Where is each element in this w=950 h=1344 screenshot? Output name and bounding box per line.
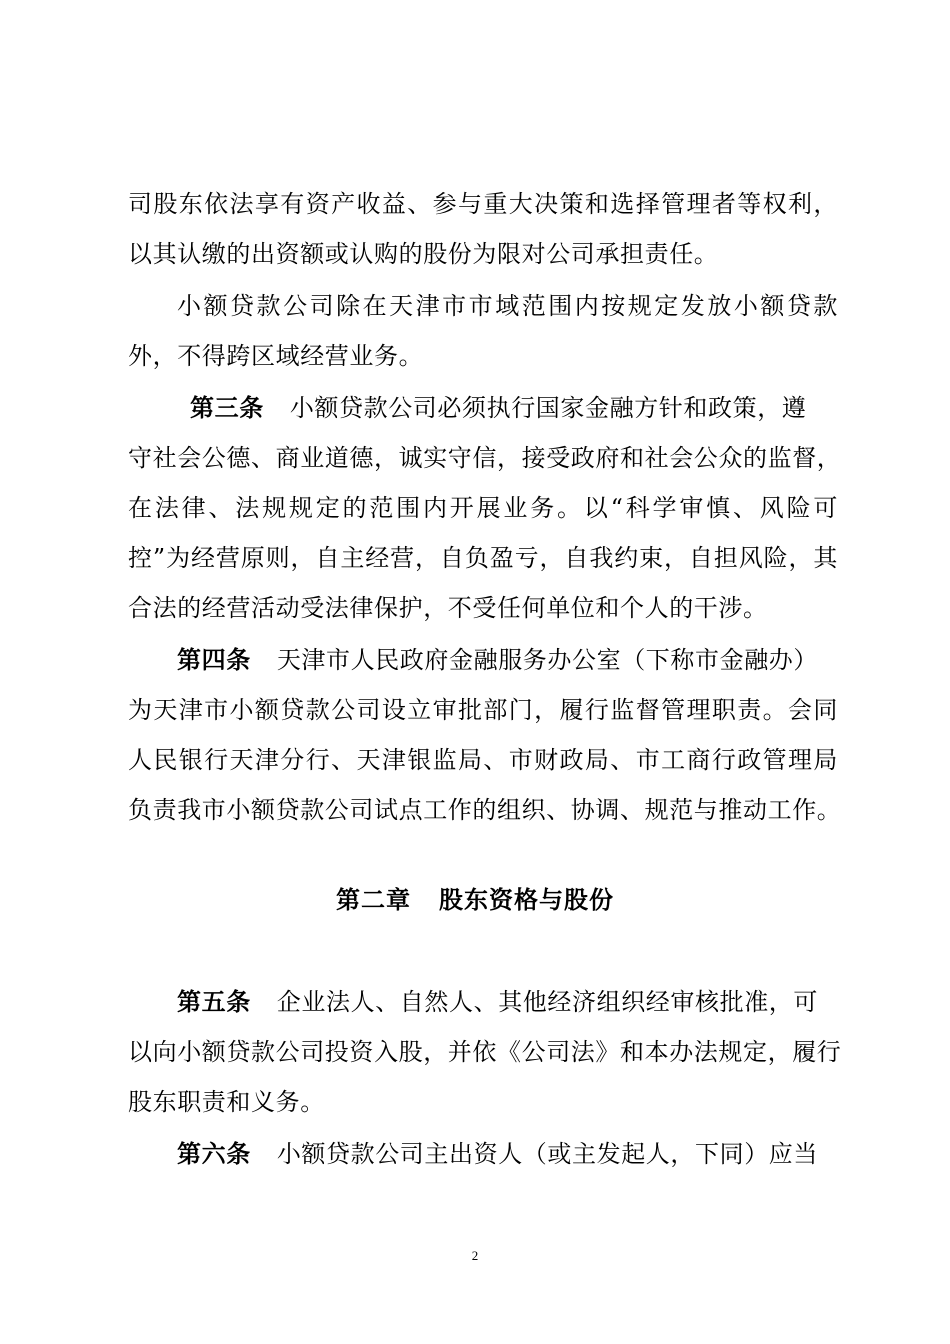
paragraph-line: 合法的经营活动受法律保护，不受任何单位和个人的干涉。 <box>128 594 768 622</box>
paragraph-line: 人民银行天津分行、天津银监局、市财政局、市工商行政管理局 <box>128 746 838 774</box>
chapter-number: 第二章 <box>336 886 411 914</box>
chapter-title: 股东资格与股份 <box>439 886 614 914</box>
paragraph-text: 企业法人、自然人、其他经济组织经审核批准，可 <box>276 988 819 1016</box>
article-title: 第五条 <box>177 988 251 1016</box>
article-title: 第三条 <box>190 394 264 422</box>
chapter-heading <box>0 884 950 916</box>
paragraph-text: 天津市人民政府金融服务办公室（下称市金融办） <box>276 646 819 674</box>
article-3-first-line <box>128 392 838 424</box>
paragraph-text: 小额贷款公司主出资人（或主发起人，下同）应当 <box>276 1140 819 1168</box>
paragraph-line: 股东职责和义务。 <box>128 1088 325 1116</box>
article-title: 第四条 <box>177 646 251 674</box>
article-6-first-line <box>128 1138 838 1170</box>
paragraph-line: 外，不得跨区域经营业务。 <box>128 342 424 370</box>
paragraph-line: 小额贷款公司除在天津市市域范围内按规定发放小额贷款 <box>177 292 838 320</box>
paragraph-line: 在法律、法规规定的范围内开展业务。以“科学审慎、风险可 <box>128 494 838 522</box>
page-number: 2 <box>471 1248 479 1263</box>
article-title: 第六条 <box>177 1140 251 1168</box>
paragraph-line: 以向小额贷款公司投资入股，并依《公司法》和本办法规定，履行 <box>128 1038 842 1066</box>
article-5-first-line <box>128 986 838 1018</box>
paragraph-line: 司股东依法享有资产收益、参与重大决策和选择管理者等权利， <box>128 190 838 218</box>
paragraph-line: 控”为经营原则，自主经营，自负盈亏，自我约束，自担风险，其 <box>128 544 838 572</box>
paragraph-line: 守社会公德、商业道德，诚实守信，接受政府和社会公众的监督， <box>128 444 842 472</box>
article-4-first-line <box>128 644 838 676</box>
paragraph-line: 负责我市小额贷款公司试点工作的组织、协调、规范与推动工作。 <box>128 796 842 824</box>
paragraph-line: 以其认缴的出资额或认购的股份为限对公司承担责任。 <box>128 240 719 268</box>
paragraph-line: 为天津市小额贷款公司设立审批部门，履行监督管理职责。会同 <box>128 696 838 724</box>
paragraph-text: 小额贷款公司必须执行国家金融方针和政策，遵 <box>289 394 807 422</box>
